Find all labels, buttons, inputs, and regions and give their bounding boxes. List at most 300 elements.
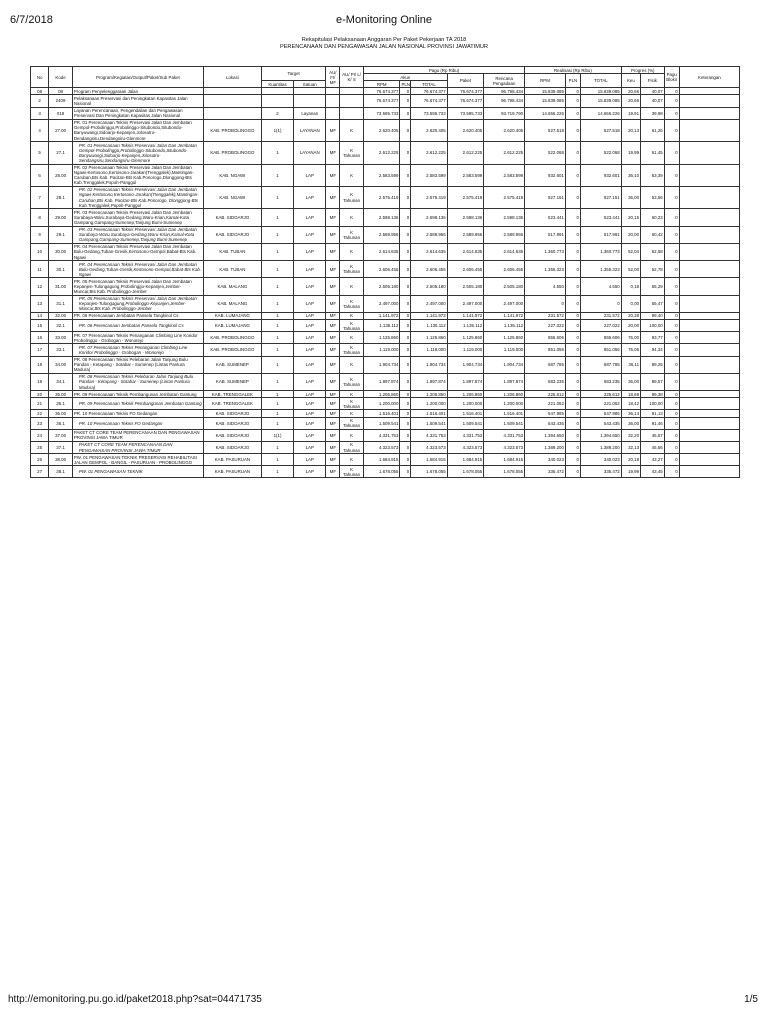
cell-fisik: 62,78 [641,261,665,278]
report-subtitle [0,37,768,51]
cell-kuantitas: 1 [261,278,293,295]
table-row [31,344,740,356]
cell-fisik: 53,39 [641,164,665,186]
cell-keu: 36,00 [621,373,640,390]
cell-kode: 37.1 [49,441,73,453]
cell-fisik: 43,27 [641,454,665,466]
cell-jenis: K Tahunan [340,226,364,243]
cell-rpm: 1.200.000 [363,398,400,410]
table-row [31,142,740,164]
cell-total: 2.505.180 [411,278,448,295]
cell-real-rpm: 927.151 [525,186,566,208]
cell-satuan: LAP [294,332,326,344]
cell-satuan: LAP [294,454,326,466]
cell-real-total: 221.062 [580,398,621,410]
cell-real-total: 687.785 [580,356,621,373]
cell-pln: 0 [400,209,411,226]
cell-kode: 38.00 [49,454,73,466]
cell-rpm: 1.684.915 [363,454,400,466]
cell-total: 1.684.915 [411,454,448,466]
cell-jenis: K [340,454,364,466]
cell-keterangan [679,119,739,141]
cell-keterangan [679,164,739,186]
cell-real-total: 340.023 [580,454,621,466]
cell-rencana-pengadaan: 2.589.956 [484,226,525,243]
cell-rencana-pengadaan: 1.516.401 [484,410,525,417]
cell-real-total: 517.991 [580,226,621,243]
cell-pln: 0 [400,398,411,410]
cell-lokasi: KAB. PASURUAN [203,466,261,478]
cell-rencana-pengadaan: 96.798.434 [484,95,525,107]
cell-satuan: LAP [294,312,326,319]
cell-total: 2.606.455 [411,261,448,278]
cell-lokasi: KAB. SIDOARJO [203,429,261,441]
cell-real-total: 932.601 [580,164,621,186]
cell-paket: 1.509.541 [447,417,484,429]
cell-no: 2 [31,95,49,107]
cell-lokasi: KAB. PROBOLINGGO [203,119,261,141]
cell-fisik: 91,13 [641,410,665,417]
cell-paket: 4.323.573 [447,441,484,453]
cell-keu: 32,13 [621,441,640,453]
cell-real-rpm: 855.606 [525,332,566,344]
cell-rencana-pengadaan: 1.897.874 [484,373,525,390]
cell-rpm: 1.141.972 [363,312,400,319]
cell-sumber [326,88,340,95]
cell-rencana-pengadaan: 1.684.915 [484,454,525,466]
cell-keu: 36,00 [621,417,640,429]
cell-paket: 1.897.874 [447,373,484,390]
cell-keterangan [679,209,739,226]
cell-real-rpm: 1.394.650 [525,429,566,441]
cell-rpm: 2.606.455 [363,261,400,278]
cell-rpm: 1.678.055 [363,466,400,478]
cell-total: 4.331.753 [411,429,448,441]
cell-paket: 1.684.915 [447,454,484,466]
cell-rencana-pengadaan: 93.719.790 [484,107,525,119]
cell-nama: PR. 03 Perencanaan Teknis Preservasi Jalan Dan Jembatan Surabaya-Waru,Surabaya-Gedang,Waru-Krian,Kamal-Kota Gampang,Gampang-Sumenep,Tanjung Bumi-Sumenep [72,226,203,243]
cell-keu: 76,06 [621,344,640,356]
cell-pln: 0 [400,295,411,312]
cell-blokir: 0 [664,209,679,226]
cell-kuantitas: 1 [261,332,293,344]
cell-total: 1.897.874 [411,373,448,390]
cell-keu: 36,00 [621,186,640,208]
cell-real-pln: 0 [565,356,580,373]
cell-total: 2.575.419 [411,186,448,208]
cell-real-rpm: 1.355.323 [525,261,566,278]
cell-sumber: MF [326,164,340,186]
cell-keterangan [679,243,739,260]
col-real-pln: PLN [565,74,580,88]
col-progres: Progres (%) [621,67,664,74]
report-subtitle-line2: PERENCANAAN DAN PENGAWASAN JALAN NASIONAL PROVINSI JAWATIMUR [279,44,489,50]
cell-paket: 73.595.733 [447,107,484,119]
cell-kuantitas: 1 [261,373,293,390]
cell-satuan: LAP [294,261,326,278]
cell-keterangan [679,332,739,344]
cell-kode: 36.1 [49,417,73,429]
cell-paket: 76.674.377 [447,95,484,107]
table-row [31,332,740,344]
cell-real-total: 231.572 [580,312,621,319]
col-satuan: Satuan [294,81,326,88]
cell-real-total: 523.441 [580,209,621,226]
cell-kode: 32.00 [49,312,73,319]
col-target: Target [261,67,325,81]
cell-sumber: MF [326,312,340,319]
cell-jenis: K Tahunan [340,466,364,478]
cell-no: 7 [31,186,49,208]
cell-lokasi: KAB. SUMENEP [203,373,261,390]
cell-total: 2.598.136 [411,209,448,226]
cell-paket: 2.589.956 [447,226,484,243]
col-realisasi: Realisasi (Rp Ribu) [525,67,622,74]
cell-kode: 37.00 [49,429,73,441]
cell-real-rpm: 522.068 [525,142,566,164]
cell-keu: 0,00 [621,295,640,312]
cell-keu: 20,66 [621,95,640,107]
cell-no: 8 [31,209,49,226]
cell-fisik: 60,23 [641,209,665,226]
cell-real-pln: 0 [565,88,580,95]
report-table-body [31,88,740,478]
cell-total: 1.678.055 [411,466,448,478]
table-row [31,119,740,141]
cell-keterangan [679,295,739,312]
cell-lokasi: KAB. MALANG [203,278,261,295]
cell-sumber: MF [326,429,340,441]
cell-paket: 2.598.136 [447,209,484,226]
cell-nama: PR. 09 Perencanaan Teknik Pembangunan Jembatan Gantung [72,398,203,410]
cell-satuan: LAP [294,186,326,208]
cell-total: 76.674.377 [411,95,448,107]
cell-jenis: K Tahunan [340,398,364,410]
cell-kuantitas: 1 [261,243,293,260]
table-row [31,107,740,119]
cell-real-total: 1.389.200 [580,441,621,453]
cell-real-rpm: 4.550 [525,278,566,295]
cell-kuantitas [261,88,293,95]
cell-blokir: 0 [664,278,679,295]
cell-rencana-pengadaan: 2.497.000 [484,295,525,312]
cell-paket: 1.141.972 [447,312,484,319]
table-row [31,356,740,373]
cell-sumber: MF [326,454,340,466]
cell-kuantitas: 1 [261,164,293,186]
cell-jenis: K [340,164,364,186]
cell-lokasi: KAB. LUMAJANG [203,312,261,319]
cell-real-pln: 0 [565,332,580,344]
cell-rpm: 1.509.541 [363,417,400,429]
cell-paket: 1.125.860 [447,332,484,344]
cell-jenis [340,88,364,95]
cell-pln: 0 [400,119,411,141]
cell-jenis: K Tahunan [340,186,364,208]
cell-keu: 20,13 [621,119,640,141]
cell-rencana-pengadaan: 1.509.541 [484,417,525,429]
cell-real-rpm: 851.056 [525,344,566,356]
cell-rpm: 2.612.225 [363,142,400,164]
cell-nama: PR. 02 Perencanaan Teknis Preservasi Jalan Dan Jembatan Ngawi-Kertosono,Kertosono-Jarakan(Trenggalek),Mantingan-Caruban,Bts Kab. Pacitan-Bts Kab.Ponorogo,Dlonggong-Bts Kab.Trenggalek,Popoh-Panggul [72,164,203,186]
cell-kuantitas: 1 [261,356,293,373]
cell-pln: 0 [400,320,411,332]
cell-satuan: LAYANAN [294,119,326,141]
cell-pln: 0 [400,391,411,398]
cell-blokir: 0 [664,226,679,243]
cell-paket: 1.206.860 [447,391,484,398]
cell-fisik: 91,46 [641,417,665,429]
cell-real-pln: 0 [565,373,580,390]
cell-fisik: 100,00 [641,320,665,332]
cell-real-total: 543.435 [580,417,621,429]
cell-real-pln: 0 [565,312,580,319]
cell-lokasi [203,107,261,119]
cell-kode: 31.1 [49,295,73,312]
cell-satuan [294,88,326,95]
col-program: Program/Kegiatan/Output/Paket/Sub Paket [72,67,203,88]
table-row [31,417,740,429]
table-row [31,88,740,95]
cell-nama: Layanan Perencanaan, Pengendalian dan Pengawasan Preservasi Dan Peningkatan Kapasitas Jalan Nasional [72,107,203,119]
cell-real-rpm: 335.472 [525,466,566,478]
cell-keterangan [679,312,739,319]
cell-kuantitas: 1 [261,410,293,417]
cell-keu: 0,18 [621,278,640,295]
cell-keu: 76,00 [621,332,640,344]
cell-keu: 20,15 [621,209,640,226]
cell-keu: 32,20 [621,429,640,441]
cell-nama: PR. 04 Perencanaan Teknis Preservasi Jalan Dan Jembatan Bulu-Gedang,Tuban-Gresik,Kertosono-Gempol,Babat-Bts Kab. Ngawi [72,261,203,278]
cell-fisik: 60,42 [641,226,665,243]
cell-real-rpm: 0 [525,295,566,312]
cell-jenis: K [340,312,364,319]
cell-real-total: 15.839.085 [580,95,621,107]
cell-real-rpm: 221.062 [525,398,566,410]
cell-jenis [340,95,364,107]
cell-keu: 19,91 [621,107,640,119]
print-footer [8,994,758,1006]
cell-fisik: 55,47 [641,295,665,312]
cell-keterangan [679,454,739,466]
cell-satuan: LAYANAN [294,142,326,164]
table-row [31,320,740,332]
cell-kuantitas: 1 [261,312,293,319]
cell-paket: 1.904.734 [447,356,484,373]
cell-lokasi: KAB. TRENGGALEK [203,391,261,398]
page-title: e-Monitoring Online [336,14,432,26]
cell-blokir: 0 [664,441,679,453]
cell-satuan: LAP [294,344,326,356]
cell-lokasi: KAB. PROBOLINGGO [203,344,261,356]
cell-pln: 0 [400,373,411,390]
cell-rpm: 2.620.405 [363,119,400,141]
cell-no: 4 [31,119,49,141]
cell-real-total: 0 [580,295,621,312]
cell-kode: 35.00 [49,391,73,398]
cell-paket: 2.620.405 [447,119,484,141]
col-keu: Keu [621,74,640,88]
cell-satuan: LAP [294,441,326,453]
cell-kode: 29.1 [49,226,73,243]
cell-keterangan [679,226,739,243]
cell-kode: 27.00 [49,119,73,141]
page-number: 1/5 [744,994,758,1005]
cell-pln: 0 [400,164,411,186]
cell-satuan: LAP [294,209,326,226]
cell-pln: 0 [400,261,411,278]
cell-rpm: 2.497.000 [363,295,400,312]
cell-real-total: 527.518 [580,119,621,141]
cell-no: 21 [31,398,49,410]
cell-total: 1.206.860 [411,391,448,398]
cell-sumber: MF [326,410,340,417]
cell-sumber [326,107,340,119]
cell-lokasi: KAB. PROBOLINGGO [203,142,261,164]
cell-jenis: K Tahunan [340,320,364,332]
cell-total: 1.516.401 [411,410,448,417]
cell-blokir: 0 [664,320,679,332]
cell-lokasi: KAB. SIDOARJO [203,417,261,429]
cell-pln: 0 [400,95,411,107]
cell-fisik: 45,57 [641,429,665,441]
cell-keu: 18,42 [621,398,640,410]
col-real-rpm: RPM [525,74,566,88]
cell-rencana-pengadaan: 1.206.860 [484,391,525,398]
cell-paket: 2.612.225 [447,142,484,164]
cell-sumber: MF [326,226,340,243]
col-sumber: AU/ FI/ MF [326,67,340,88]
col-total: TOTAL [411,81,448,88]
cell-rencana-pengadaan: 4.331.753 [484,429,525,441]
cell-satuan: LAP [294,320,326,332]
cell-lokasi: KAB. PROBOLINGGO [203,332,261,344]
cell-total: 2.583.599 [411,164,448,186]
cell-satuan: Layanan [294,107,326,119]
cell-keu: 19,99 [621,142,640,164]
cell-fisik: 53,56 [641,186,665,208]
cell-rencana-pengadaan: 1.125.860 [484,332,525,344]
cell-sumber: MF [326,441,340,453]
cell-nama: PR. 06 Perencanaan Jembatan Pansela Tangkinol Cs [72,312,203,319]
cell-keterangan [679,417,739,429]
cell-fisik: 99,40 [641,312,665,319]
cell-real-pln: 0 [565,466,580,478]
cell-kode: 30.00 [49,243,73,260]
col-no: No [31,67,49,88]
cell-kode: 38.1 [49,466,73,478]
cell-satuan: LAP [294,466,326,478]
cell-keterangan [679,429,739,441]
cell-jenis: K [340,209,364,226]
cell-satuan: LAP [294,226,326,243]
cell-lokasi: KAB. SIDOARJO [203,410,261,417]
cell-blokir: 0 [664,119,679,141]
cell-kode: 34.1 [49,373,73,390]
cell-rencana-pengadaan: 4.323.573 [484,441,525,453]
cell-sumber: MF [326,398,340,410]
cell-real-total: 1.355.323 [580,261,621,278]
cell-blokir: 0 [664,261,679,278]
cell-rpm: 1.119.000 [363,344,400,356]
cell-pln: 0 [400,410,411,417]
cell-keterangan [679,373,739,390]
cell-satuan: LAP [294,410,326,417]
cell-kuantitas: 1 [261,209,293,226]
cell-no: 17 [31,344,49,356]
cell-real-rpm: 517.991 [525,226,566,243]
cell-satuan: LAP [294,278,326,295]
cell-rencana-pengadaan: 2.598.136 [484,209,525,226]
cell-kuantitas: 1 [261,454,293,466]
cell-fisik: 61,45 [641,142,665,164]
cell-rpm: 76.674.377 [363,88,400,95]
cell-fisik: 89,57 [641,373,665,390]
cell-total: 2.589.956 [411,226,448,243]
cell-real-total: 855.606 [580,332,621,344]
cell-blokir: 0 [664,95,679,107]
cell-nama: PR. 08 Perencanaan Teknis Pelebaran Jalan Tanjung Bulu Pandan - Ketapang - Sotabar - Sumenep (Lintas Pantura Madura) [72,356,203,373]
cell-satuan: LAP [294,164,326,186]
cell-no: 19 [31,373,49,390]
cell-nama: PR. 10 Perencanaan Teknis FO Gedangan [72,417,203,429]
table-row [31,398,740,410]
cell-lokasi [203,95,261,107]
report-table-wrapper [30,66,740,478]
cell-sumber: MF [326,261,340,278]
cell-sumber: MF [326,209,340,226]
cell-blokir: 0 [664,454,679,466]
cell-fisik: 89,25 [641,356,665,373]
cell-keterangan [679,356,739,373]
cell-rpm: 2.505.180 [363,278,400,295]
cell-kode: 28.00 [49,164,73,186]
cell-kuantitas: 1 [261,142,293,164]
cell-fisik: 45,56 [641,441,665,453]
cell-real-total: 683.235 [580,373,621,390]
table-row [31,429,740,441]
cell-keterangan [679,88,739,95]
cell-rpm: 4.331.753 [363,429,400,441]
cell-real-pln: 0 [565,391,580,398]
cell-rpm: 1.897.874 [363,373,400,390]
cell-nama: PR. 06 Perencanaan Jembatan Pansela Tangkinol Cs [72,320,203,332]
cell-keu: 20,00 [621,226,640,243]
cell-real-pln: 0 [565,344,580,356]
cell-satuan [294,95,326,107]
cell-kuantitas: 1 [261,441,293,453]
cell-keu: 18,69 [621,391,640,398]
cell-pln: 0 [400,429,411,441]
cell-paket: 1.119.000 [447,344,484,356]
cell-fisik: 61,26 [641,119,665,141]
cell-real-rpm: 543.435 [525,417,566,429]
cell-real-total: 522.068 [580,142,621,164]
cell-real-pln: 0 [565,107,580,119]
cell-nama: PR. 05 Perencanaan Teknis Preservasi Jalan Dan Jembatan Kepanjen-Tulungagung,Probolinggo-Kepanjen,Jember-Muncar,Bts Kab. Probolinggo-Jember [72,278,203,295]
table-row [31,454,740,466]
cell-no: 14 [31,312,49,319]
cell-rencana-pengadaan: 2.620.405 [484,119,525,141]
cell-kuantitas: 1 [261,466,293,478]
cell-nama: Program Penyelenggaraan Jalan [72,88,203,95]
cell-lokasi: KAB. SIDOARJO [203,441,261,453]
cell-kode: 36.00 [49,410,73,417]
cell-total: 1.509.541 [411,417,448,429]
cell-paket: 2.497.000 [447,295,484,312]
cell-blokir: 0 [664,332,679,344]
cell-blokir: 0 [664,243,679,260]
